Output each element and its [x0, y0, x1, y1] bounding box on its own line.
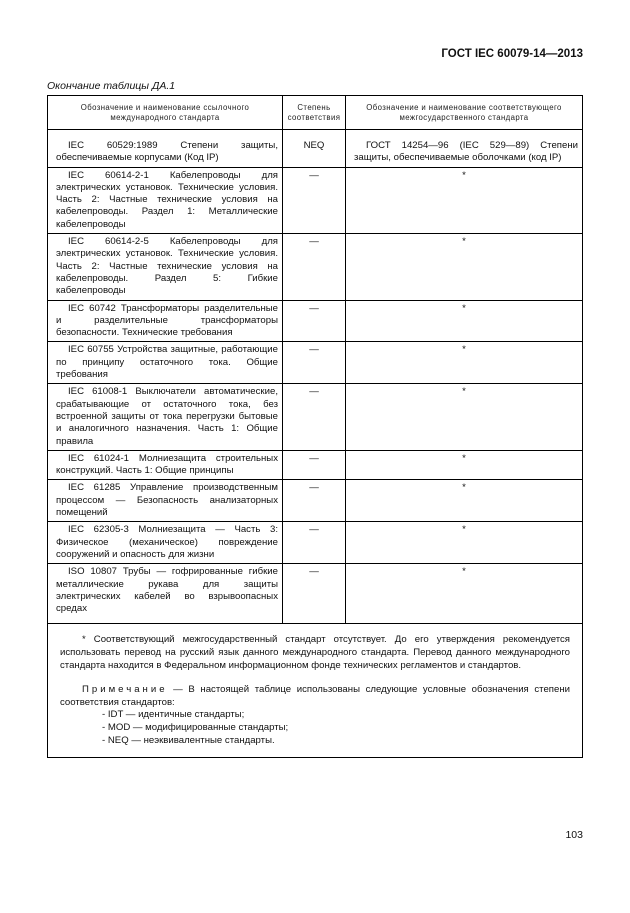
international-standard-cell: IEC 61024-1 Молниезащита строительных конструкций. Часть 1: Общие принципы: [48, 450, 283, 480]
international-standard-cell: IEC 61285 Управление производственным процессом — Безопасность анализаторных помещений: [48, 480, 283, 522]
interstate-standard-cell: *: [346, 384, 583, 450]
document-code: ГОСТ IEC 60079-14—2013: [441, 48, 583, 60]
interstate-standard-cell: *: [346, 450, 583, 480]
interstate-standard-cell: *: [346, 564, 583, 624]
table-row: [48, 300, 583, 342]
standards-table-wrapper: [47, 95, 582, 758]
note-item-mod: - MOD — модифицированные стандарты;: [102, 721, 289, 733]
international-standard-cell: IEC 60742 Трансформаторы разделительные и разделительные трансформаторы безопасности. Технические требования: [48, 300, 283, 342]
interstate-standard-cell: *: [346, 234, 583, 300]
table-row: [48, 564, 583, 624]
degree-cell: —: [283, 480, 346, 522]
interstate-standard-cell: *: [346, 342, 583, 384]
degree-cell: —: [283, 342, 346, 384]
table-footer-row: [48, 624, 583, 758]
note: [60, 684, 570, 747]
table-row: [48, 480, 583, 522]
note-label: Примечание: [82, 684, 168, 696]
table-row: [48, 342, 583, 384]
degree-cell: —: [283, 384, 346, 450]
table-footer-cell: [48, 624, 583, 758]
table-caption: Окончание таблицы ДА.1: [47, 80, 176, 92]
degree-cell: —: [283, 167, 346, 233]
note-item-idt: - IDT — идентичные стандарты;: [102, 709, 245, 721]
degree-cell: —: [283, 234, 346, 300]
column-header-international: Обозначение и наименование ссылочного международного стандарта: [48, 96, 283, 130]
degree-cell: —: [283, 300, 346, 342]
degree-cell: —: [283, 564, 346, 624]
table-row: [48, 384, 583, 450]
interstate-standard-cell: ГОСТ 14254—96 (IEC 529—89) Степени защиты, обеспечиваемые оболочками (код IP): [346, 130, 583, 168]
standards-table: [47, 95, 583, 758]
international-standard-cell: IEC 60755 Устройства защитные, работающие по принципу остаточного тока. Общие требования: [48, 342, 283, 384]
note-text: — В настоящей таблице использованы следующие условные обозначения степени соответствия стандартов:: [60, 684, 570, 708]
international-standard-cell: IEC 60614-2-5 Кабелепроводы для электрических установок. Технические условия. Часть 2: Частные технические условия на кабелепроводы. Раздел 5: Гибкие кабелепроводы: [48, 234, 283, 300]
table-row: [48, 167, 583, 233]
note-item-neq: - NEQ — неэквивалентные стандарты.: [102, 734, 275, 746]
international-standard-cell: IEC 62305-3 Молниезащита — Часть 3: Физическое (механическое) повреждение сооружений и опасность для жизни: [48, 522, 283, 564]
degree-cell: —: [283, 522, 346, 564]
column-header-degree: Степень соответствия: [283, 96, 346, 130]
table-row: [48, 130, 583, 168]
page-number: 103: [565, 829, 583, 841]
footnote: * Соответствующий межгосударственный стандарт отсутствует. До его утверждения рекомендуется использовать перевод на русский язык данного международного стандарта. Перевод данного международного стандарта находится в Федеральном информационном фонде технических регламентов и стандартов.: [60, 634, 570, 671]
interstate-standard-cell: *: [346, 300, 583, 342]
table-row: [48, 450, 583, 480]
degree-cell: —: [283, 450, 346, 480]
table-body: [48, 130, 583, 758]
international-standard-cell: IEC 60529:1989 Степени защиты, обеспечиваемые корпусами (Код IP): [48, 130, 283, 168]
international-standard-cell: IEC 60614-2-1 Кабелепроводы для электрических установок. Технические условия. Часть 2: Частные технические условия на кабелепроводы. Раздел 1: Металлические кабелепроводы: [48, 167, 283, 233]
degree-cell: NEQ: [283, 130, 346, 168]
table-row: [48, 522, 583, 564]
interstate-standard-cell: *: [346, 522, 583, 564]
table-row: [48, 234, 583, 300]
table-header-row: [48, 96, 583, 130]
column-header-interstate: Обозначение и наименование соответствующего межгосударственного стандарта: [346, 96, 583, 130]
international-standard-cell: ISO 10807 Трубы — гофрированные гибкие металлические рукава для защиты электрических кабелей во взрывоопасных средах: [48, 564, 283, 624]
interstate-standard-cell: *: [346, 167, 583, 233]
interstate-standard-cell: *: [346, 480, 583, 522]
international-standard-cell: IEC 61008-1 Выключатели автоматические, срабатывающие от остаточного тока, без встроенной защиты от тока перегрузки бытовые и аналогичного назначения. Часть 1: Общие правила: [48, 384, 283, 450]
